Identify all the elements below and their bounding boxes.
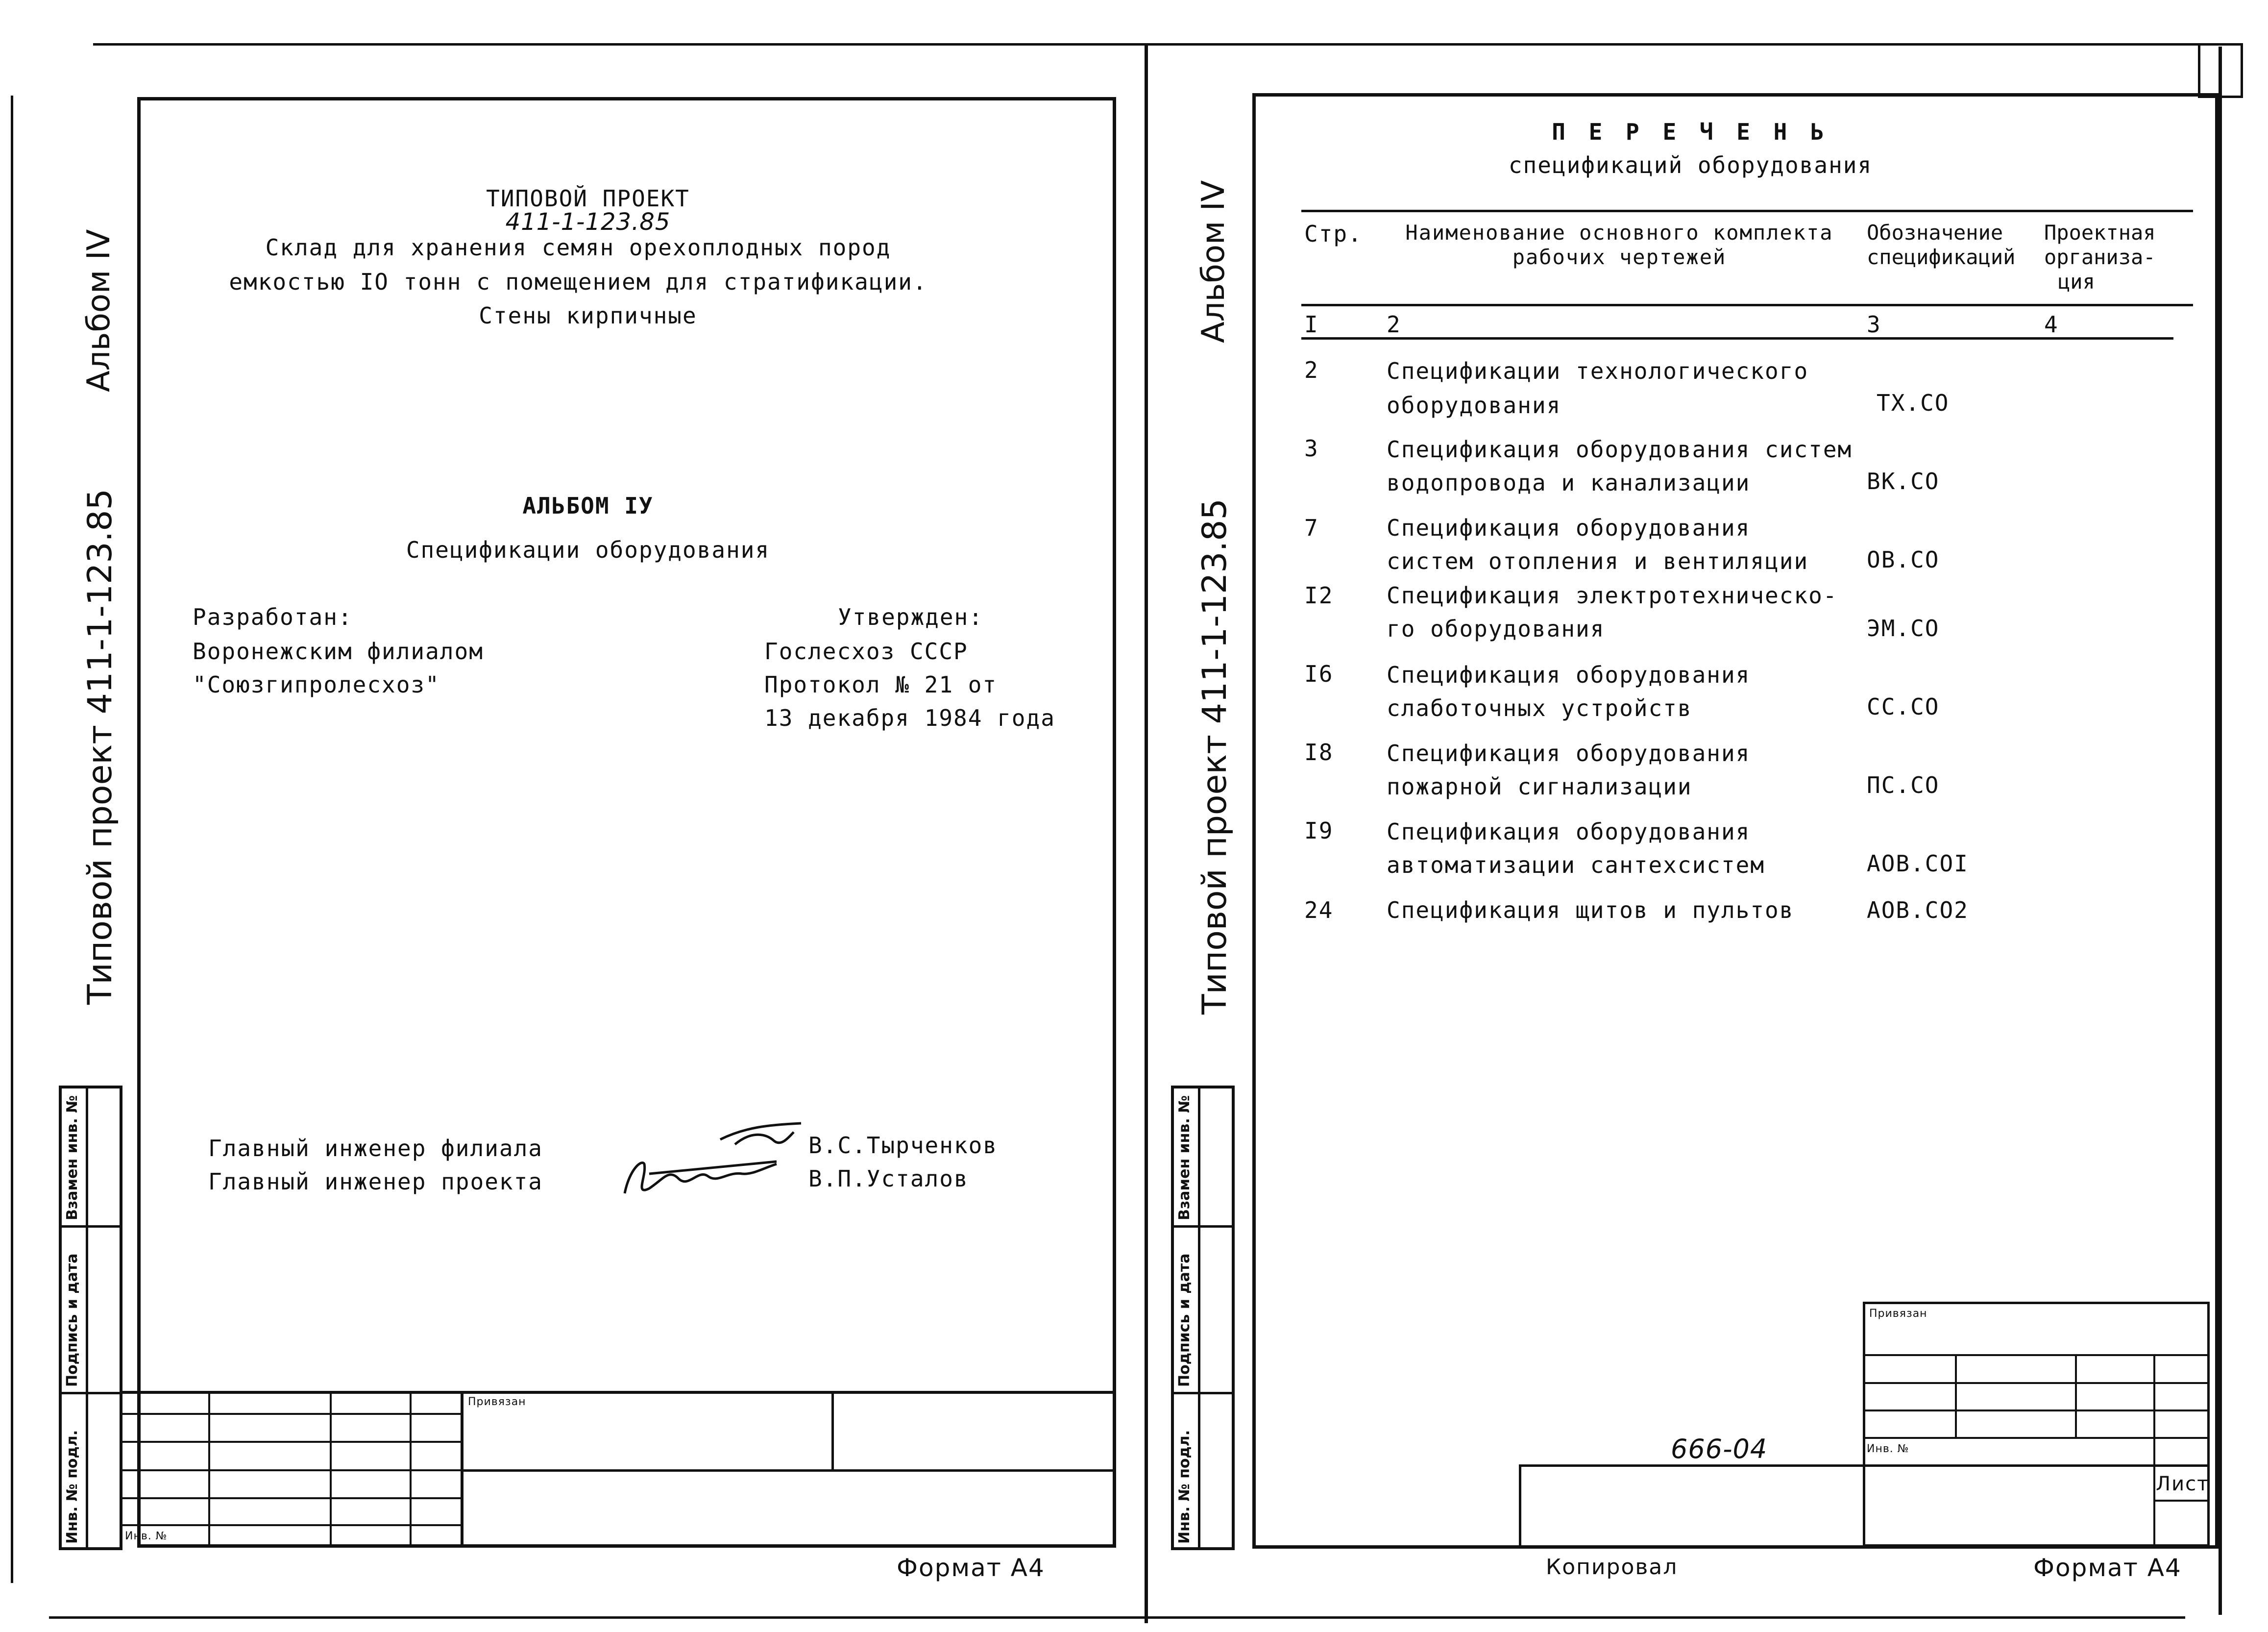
col-number-4: 4: [2044, 311, 2059, 338]
row-page: I6: [1304, 661, 1334, 687]
right-stamp-h2: [1863, 1382, 2210, 1384]
row-page: I9: [1304, 817, 1334, 844]
col-number-1: I: [1304, 311, 1319, 338]
col-header-org-3: ция: [2058, 270, 2095, 294]
left-title-line3: емкостью IO тонн с помещением для стратификации.: [229, 269, 927, 295]
right-strip-div-1: [1171, 1225, 1235, 1228]
col-header-name-1: Наименование основного комплекта: [1405, 221, 1833, 245]
left-developed-line2: "Союзгипролесхоз": [193, 671, 440, 698]
left-side-box-1: Инв. № подл.: [64, 1430, 81, 1544]
row-name-line2: систем отопления и вентиляции: [1387, 548, 1809, 574]
corner-box: [2198, 43, 2243, 98]
row-code: АОВ.СО2: [1867, 897, 1969, 923]
row-name-line1: Спецификация оборудования: [1387, 818, 1751, 845]
row-name-line1: Спецификация электротехническо-: [1387, 582, 1838, 609]
left-album-label: АЛЬБОМ IУ: [522, 493, 654, 519]
col-header-code-1: Обозначение: [1867, 221, 2003, 245]
left-approved-line1: Гослесхоз СССР: [764, 638, 968, 665]
left-stamp-v1: [461, 1391, 463, 1548]
top-edge-line: [93, 43, 2234, 46]
bottom-edge-line: [49, 1616, 2185, 1619]
row-name-line2: автоматизации сантехсистем: [1387, 852, 1765, 878]
left-stamp-h5: [122, 1524, 461, 1526]
row-code: ТХ.СО: [1877, 390, 1950, 416]
row-name-line2: слаботочных устройств: [1387, 695, 1692, 721]
right-side-project: Типовой проект 411-1-123.85: [1195, 498, 1234, 1014]
right-strip-col: [1198, 1086, 1200, 1550]
row-page: 7: [1304, 515, 1319, 541]
left-album-subtitle: Спецификации оборудования: [406, 537, 770, 563]
row-name-line1: Спецификация оборудования систем: [1387, 436, 1853, 463]
left-side-project: Типовой проект 411-1-123.85: [81, 489, 120, 1005]
row-name-line1: Спецификация оборудования: [1387, 740, 1751, 767]
left-stamp-h4: [122, 1497, 461, 1499]
right-stamp-h1: [1863, 1354, 2210, 1356]
row-page: 3: [1304, 435, 1319, 462]
left-sign1-role: Главный инженер филиала: [208, 1135, 543, 1162]
right-heading: П Е Р Е Ч Е Н Ь: [1552, 119, 1829, 145]
left-title-line1: ТИПОВОЙ ПРОЕКТ: [486, 185, 690, 212]
row-page: I2: [1304, 582, 1334, 609]
left-sign2-name: В.П.Усталов: [808, 1165, 969, 1192]
left-side-box-3: Взамен инв. №: [64, 1095, 81, 1220]
row-code: АОВ.СОI: [1867, 850, 1969, 877]
left-stamp-inv: Инв. №: [125, 1530, 168, 1542]
left-approved-label: Утвержден:: [838, 604, 983, 630]
col-number-2: 2: [1387, 311, 1401, 338]
table-top-line: [1301, 210, 2193, 212]
row-name-line1: Спецификация оборудования: [1387, 515, 1751, 541]
row-page: 2: [1304, 357, 1319, 383]
left-title-line2: Склад для хранения семян орехоплодных пород: [265, 234, 891, 261]
row-name-line1: Спецификация оборудования: [1387, 662, 1751, 688]
left-side-box-2: Подпись и дата: [64, 1253, 81, 1387]
right-stamp-inv: Инв. №: [1867, 1443, 1909, 1455]
right-stamp-v1: [1955, 1354, 1957, 1438]
left-title-line4: Стены кирпичные: [479, 302, 697, 329]
right-copied: Копировал: [1546, 1555, 1678, 1580]
signature-scribble-2: [615, 1149, 781, 1203]
table-number-bottom: [1301, 337, 2173, 340]
right-stamp-v2: [2075, 1354, 2077, 1438]
left-strip-col: [86, 1086, 88, 1550]
left-approved-line2: Протокол № 21 от: [764, 671, 998, 698]
right-stamp-privyazan: Привязан: [1869, 1308, 1927, 1320]
center-fold-line: [1145, 45, 1148, 1623]
left-side-album: Альбом IV: [81, 229, 117, 392]
row-name-line2: пожарной сигнализации: [1387, 773, 1692, 800]
left-strip-div-2: [59, 1392, 122, 1394]
left-edge-line: [11, 96, 13, 1583]
right-side-box-1: Инв. № подл.: [1176, 1430, 1193, 1544]
table-header-bottom: [1301, 304, 2193, 306]
col-header-org-1: Проектная: [2044, 221, 2156, 245]
row-code: ОВ.СО: [1867, 546, 1940, 573]
col-number-3: 3: [1867, 311, 1881, 338]
row-name-line2: оборудования: [1387, 392, 1561, 419]
right-subheading: спецификаций оборудования: [1508, 152, 1873, 178]
left-title-code: 411-1-123.85: [505, 208, 671, 236]
row-name-line1: Спецификация щитов и пультов: [1387, 897, 1794, 923]
right-stamp-lower: [1519, 1464, 2210, 1548]
right-doc-number: 666-04: [1671, 1434, 1768, 1464]
left-approved-line3: 13 декабря 1984 года: [764, 705, 1055, 731]
row-page: I8: [1304, 739, 1334, 766]
left-stamp-top: [122, 1391, 1116, 1394]
right-strip-div-2: [1171, 1392, 1235, 1394]
row-code: СС.СО: [1867, 693, 1940, 720]
left-stamp-privyazan: Привязан: [468, 1396, 526, 1408]
left-format: Формат А4: [897, 1554, 1045, 1582]
col-header-page: Стр.: [1304, 221, 1363, 247]
row-page: 24: [1304, 897, 1334, 923]
col-header-name-2: рабочих чертежей: [1512, 245, 1727, 269]
right-format: Формат А4: [2033, 1554, 2182, 1582]
col-header-org-2: организа-: [2044, 245, 2156, 269]
row-name-line2: го оборудования: [1387, 616, 1605, 642]
right-stamp-list: Лист: [2156, 1473, 2210, 1495]
left-stamp-v2: [831, 1391, 834, 1470]
row-code: ВК.СО: [1867, 468, 1940, 495]
signature-scribble-1: [715, 1117, 808, 1152]
right-side-box-2: Подпись и дата: [1176, 1253, 1193, 1387]
right-stamp-h3: [1863, 1409, 2210, 1411]
row-name-line2: водопровода и канализации: [1387, 470, 1751, 496]
left-sign2-role: Главный инженер проекта: [208, 1168, 543, 1195]
left-stamp-h3: [122, 1469, 461, 1471]
row-name-line1: Спецификации технологического: [1387, 358, 1809, 384]
row-code: ПС.СО: [1867, 772, 1940, 798]
row-code: ЭМ.СО: [1867, 615, 1940, 642]
right-stamp-h4: [1863, 1437, 2210, 1439]
left-strip-div-1: [59, 1225, 122, 1228]
right-edge-line: [2219, 47, 2222, 1615]
left-stamp-h2: [122, 1441, 461, 1443]
left-developed-line1: Воронежским филиалом: [193, 638, 484, 665]
col-header-code-2: спецификаций: [1867, 245, 2016, 269]
right-side-box-3: Взамен инв. №: [1176, 1095, 1193, 1220]
right-side-album: Альбом IV: [1195, 180, 1232, 343]
left-stamp-h1: [122, 1413, 461, 1415]
left-stamp-mid2: [461, 1469, 1116, 1472]
left-developed-label: Разработан:: [193, 604, 353, 630]
left-sign1-name: В.С.Тырченков: [808, 1132, 998, 1159]
